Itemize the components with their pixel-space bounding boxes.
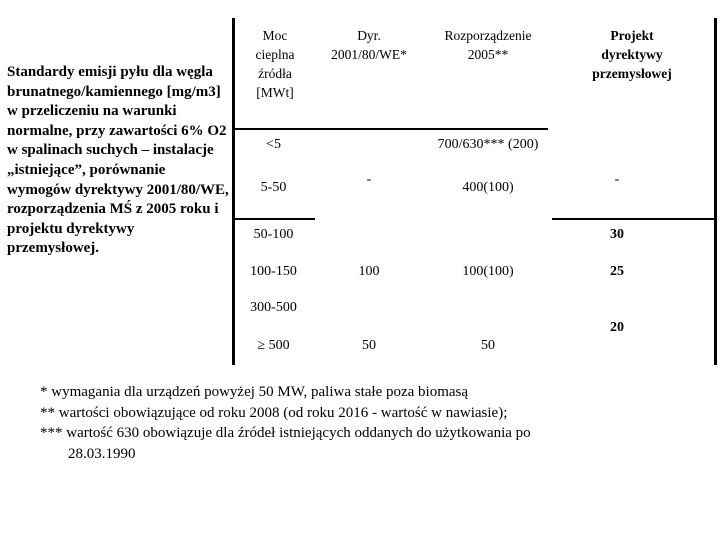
footnote-1: * wymagania dla urządzeń powyżej 50 MW, paliwa stałe poza biomasą — [40, 384, 469, 400]
grid-line-header — [232, 128, 548, 130]
header-moc: Moc cieplna źródła [MWt] — [255, 28, 295, 100]
cell-r5-moc: 300-500 — [250, 300, 297, 315]
cell-r2-dyr: - — [366, 172, 372, 187]
side-title: Standardy emisji pyłu dla węgla brunatnego/kamiennego [mg/m3] w przeliczeniu na warunki normalne, przy zawartości 6% O2 w spalinach suchych – instalacje „istniejące”, porównanie wymogów dyrektywy 2001/80/WE, rozporządzenia MŚ z 2005 roku i projektu dyrektywy przemysłowej. — [7, 64, 229, 257]
cell-r1-moc: <5 — [266, 137, 281, 152]
cell-r2-proj: - — [614, 172, 620, 187]
cell-r3-proj: 30 — [610, 227, 624, 242]
cell-r6-dyr: 50 — [362, 338, 376, 353]
header-rozporzadzenie: Rozporządzenie 2005** — [444, 28, 532, 62]
cell-r5-proj: 20 — [610, 320, 624, 335]
cell-r4-dyr: 100 — [358, 264, 380, 279]
cell-r6-moc: ≥ 500 — [257, 338, 290, 353]
footnote-3-date: 28.03.1990 — [68, 445, 136, 462]
cell-r3-moc: 50-100 — [253, 227, 294, 242]
header-dyrektywa: Dyr. 2001/80/WE* — [331, 28, 407, 62]
cell-r1-span: 700/630*** (200) — [437, 137, 539, 152]
grid-line-row3-right — [552, 218, 717, 220]
cell-r4-proj: 25 — [610, 264, 624, 279]
emission-table — [232, 18, 717, 365]
cell-r2-moc: 5-50 — [260, 180, 287, 195]
cell-r4-roz: 100(100) — [462, 264, 514, 279]
footnotes — [40, 382, 710, 464]
header-projekt: Projekt dyrektywy przemysłowej — [592, 28, 672, 81]
grid-line-row3 — [232, 218, 315, 220]
cell-r2-roz: 400(100) — [462, 180, 514, 195]
footnote-2: ** wartości obowiązujące od roku 2008 (od roku 2016 - wartość w nawiasie); — [40, 404, 508, 421]
cell-r4-moc: 100-150 — [250, 264, 297, 279]
footnote-3: *** wartość 630 obowiązuje dla źródeł istniejących oddanych do użytkowania po — [40, 425, 531, 442]
grid-line-right — [714, 18, 717, 365]
cell-r6-roz: 50 — [481, 338, 495, 353]
